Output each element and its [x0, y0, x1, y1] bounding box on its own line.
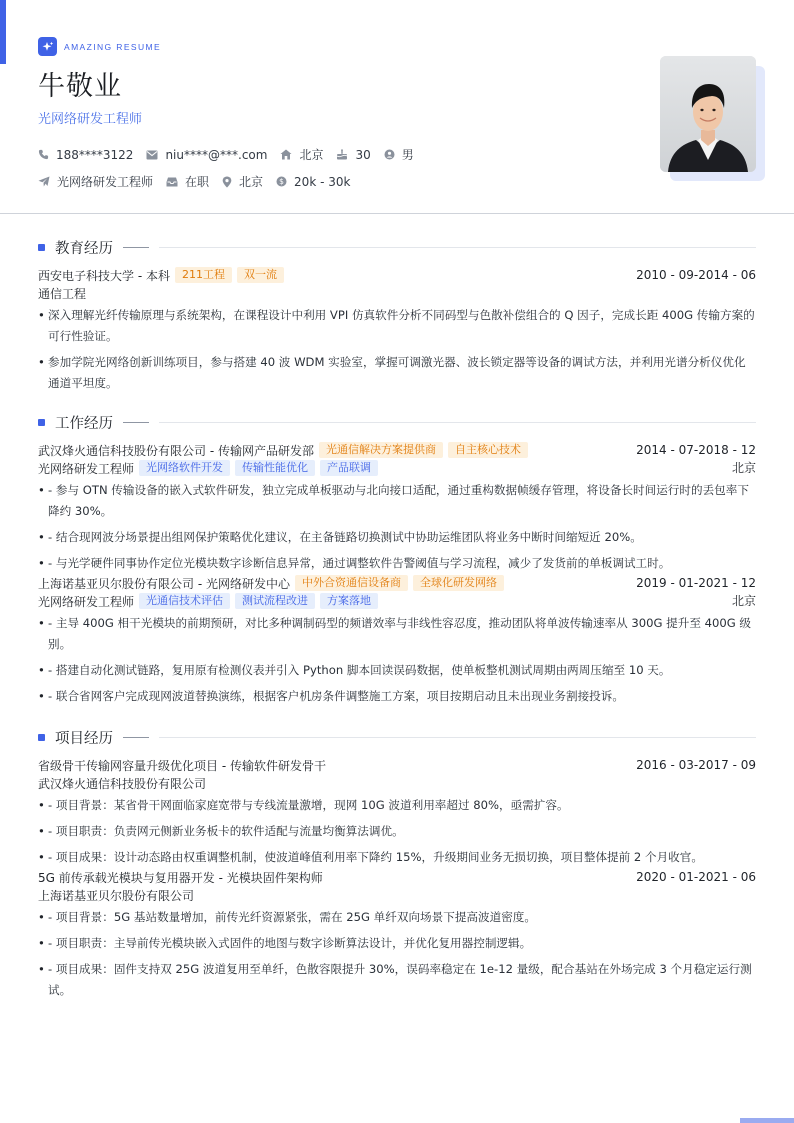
- gender-text: 男: [401, 148, 414, 162]
- profile-photo: [660, 56, 756, 172]
- inbox-icon: [166, 177, 178, 187]
- role-tag: 方案落地: [320, 593, 378, 609]
- money-icon: [276, 176, 287, 187]
- job-location: 北京: [731, 594, 756, 608]
- status-text: 在职: [185, 175, 210, 189]
- role-tag: 传输性能优化: [235, 460, 315, 476]
- phone-info: [38, 148, 133, 162]
- list-item: • 深入理解光纤传输原理与系统架构，在课程设计中利用 VPI 仿真软件分析不同码型与色散补偿组合的 Q 因子，完成长距 400G 传输方案的可行性验证。: [38, 305, 756, 347]
- target-position-info: [38, 173, 153, 190]
- list-item: • - 参与 OTN 传输设备的嵌入式软件研发，独立完成单板驱动与北向接口适配，通过重构数据帧缓存管理，将设备长时间运行时的丢包率下降约 30%。: [38, 480, 756, 522]
- section-dash: [123, 422, 149, 423]
- status-info: [166, 173, 209, 190]
- job-bullets: [38, 480, 756, 574]
- section-dash: [123, 247, 149, 248]
- education-major-line: [38, 284, 756, 302]
- project-entry-header: [38, 868, 756, 886]
- education-entry-header: [38, 266, 756, 284]
- list-item: • - 联合省网客户完成现网波道替换演练，根据客户机房条件调整施工方案，项目按期启动且未出现业务割接投诉。: [38, 686, 756, 707]
- section-divider: [159, 737, 756, 738]
- home-icon: [280, 149, 292, 160]
- salary-text: 20k - 30k: [294, 174, 351, 189]
- target-city-info: [222, 173, 263, 190]
- projects-section: [38, 727, 756, 1006]
- list-item: • - 结合现网波分场景提出组网保护策略优化建议，在主备链路切换测试中协助运维团队将业务中断时间缩短近 20%。: [38, 527, 756, 548]
- brand-text: AMAZING RESUME: [64, 41, 162, 52]
- city-info: [280, 146, 323, 163]
- send-icon: [38, 176, 50, 187]
- list-item: • - 项目职责：主导前传光模块嵌入式固件的地图与数字诊断算法设计，并优化复用器控制逻辑。: [38, 933, 756, 954]
- project-entry-header: [38, 756, 756, 774]
- sparkle-icon: [38, 37, 57, 56]
- job-date: 2019 - 01-2021 - 12: [636, 576, 756, 590]
- work-header: [38, 412, 756, 432]
- location-pin-icon: [222, 176, 232, 188]
- city-text: 北京: [299, 148, 324, 162]
- list-item: • 参加学院光网络创新训练项目，参与搭建 40 波 WDM 实验室，掌握可调激光器、波长锁定器等设备的调试方法，并利用光谱分析仪优化通道平坦度。: [38, 352, 756, 394]
- company-tag: 中外合资通信设备商: [295, 575, 408, 591]
- email-text: niu****@***.com: [165, 147, 268, 162]
- section-divider: [159, 247, 756, 248]
- work-section: [38, 412, 756, 712]
- age-text: 30: [355, 147, 371, 162]
- job-location: 北京: [731, 461, 756, 475]
- project-org-line: [38, 886, 756, 904]
- role-tag: 测试流程改进: [235, 593, 315, 609]
- company-tag: 自主核心技术: [448, 442, 528, 458]
- mail-icon: [146, 150, 158, 160]
- job-intent-row: [38, 173, 363, 190]
- school-tag: 双一流: [237, 267, 284, 283]
- svg-text:$: $: [279, 177, 284, 187]
- company-tag: 全球化研发网络: [413, 575, 504, 591]
- project-bullets: [38, 907, 756, 1001]
- bottom-accent-bar: [740, 1118, 794, 1123]
- candidate-title: 光网络研发工程师: [38, 112, 143, 127]
- role-tag: 光网络软件开发: [139, 460, 230, 476]
- target-city-text: 北京: [239, 175, 264, 189]
- section-divider: [159, 422, 756, 423]
- age-info: [336, 148, 370, 162]
- contact-row: [38, 146, 427, 163]
- project-org-line: [38, 774, 756, 792]
- job-role: 光网络研发工程师: [38, 594, 135, 609]
- phone-text: 188****3122: [56, 147, 134, 162]
- phone-icon: [38, 149, 49, 160]
- company-tag: 光通信解决方案提供商: [319, 442, 443, 458]
- project-name: 省级骨干传输网容量升级优化项目 - 传输软件研发骨干: [38, 758, 326, 773]
- education-section: [38, 237, 756, 399]
- projects-header: [38, 727, 756, 747]
- list-item: • - 与光学硬件同事协作定位光模块数字诊断信息异常，通过调整软件告警阈值与学习流程，减少了发货前的单板调试工时。: [38, 553, 756, 574]
- project-date: 2016 - 03-2017 - 09: [636, 758, 756, 772]
- job-bullets: [38, 613, 756, 707]
- role-tag: 产品联调: [320, 460, 378, 476]
- school-name: 西安电子科技大学 - 本科: [38, 268, 170, 283]
- work-title: 工作经历: [55, 415, 113, 432]
- section-bullet-icon: [38, 734, 45, 741]
- project-name: 5G 前传承载光模块与复用器开发 - 光模块固件架构师: [38, 870, 323, 885]
- section-bullet-icon: [38, 419, 45, 426]
- education-bullets: [38, 305, 756, 394]
- gender-icon: [384, 149, 395, 160]
- company-name: 武汉烽火通信科技股份有限公司 - 传输网产品研发部: [38, 443, 314, 458]
- cake-icon: [336, 149, 348, 160]
- list-item: • - 主导 400G 相干光模块的前期预研，对比多种调制码型的频谱效率与非线性容忍度，推动团队将单波传输速率从 300G 提升至 400G 级别。: [38, 613, 756, 655]
- education-date: 2010 - 09-2014 - 06: [636, 268, 756, 282]
- list-item: • - 项目成果：固件支持双 25G 波道复用至单纤，色散容限提升 30%，误码率稳定在 1e-12 量级，配合基站在外场完成 3 个月稳定运行测试。: [38, 959, 756, 1001]
- role-tag: 光通信技术评估: [139, 593, 230, 609]
- list-item: • - 项目背景：5G 基站数量增加，前传光纤资源紧张，需在 25G 单纤双向场景下提高波道密度。: [38, 907, 756, 928]
- major-name: 通信工程: [38, 286, 87, 301]
- project-org: 上海诺基亚贝尔股份有限公司: [38, 888, 195, 903]
- list-item: • - 项目成果：设计动态路由权重调整机制，使波道峰值利用率下降约 15%，升级期间业务无损切换，项目整体提前 2 个月收官。: [38, 847, 756, 868]
- job-role-line: [38, 459, 756, 477]
- projects-title: 项目经历: [55, 730, 113, 747]
- section-bullet-icon: [38, 244, 45, 251]
- company-name: 上海诺基亚贝尔股份有限公司 - 光网络研发中心: [38, 576, 290, 591]
- gender-info: [384, 146, 414, 163]
- education-header: [38, 237, 756, 257]
- project-date: 2020 - 01-2021 - 06: [636, 870, 756, 884]
- resume-header: [0, 0, 794, 214]
- target-position-text: 光网络研发工程师: [57, 175, 154, 189]
- project-bullets: [38, 795, 756, 868]
- list-item: • - 搭建自动化测试链路，复用原有检测仪表并引入 Python 脚本回读误码数据，使单板整机测试周期由两周压缩至 10 天。: [38, 660, 756, 681]
- education-title: 教育经历: [55, 240, 113, 257]
- project-org: 武汉烽火通信科技股份有限公司: [38, 776, 207, 791]
- job-date: 2014 - 07-2018 - 12: [636, 443, 756, 457]
- list-item: • - 项目职责：负责网元侧新业务板卡的软件适配与流量均衡算法调优。: [38, 821, 756, 842]
- section-dash: [123, 737, 149, 738]
- email-info: [146, 148, 267, 162]
- candidate-name: 牛敬业: [38, 71, 122, 102]
- job-entry-header: [38, 441, 756, 459]
- job-role: 光网络研发工程师: [38, 461, 135, 476]
- job-entry-header: [38, 574, 756, 592]
- salary-info: [276, 175, 350, 189]
- brand: [38, 37, 161, 56]
- list-item: • - 项目背景：某省骨干网面临家庭宽带与专线流量激增，现网 10G 波道利用率超过 80%，亟需扩容。: [38, 795, 756, 816]
- school-tag: 211工程: [175, 267, 232, 283]
- job-role-line: [38, 592, 756, 610]
